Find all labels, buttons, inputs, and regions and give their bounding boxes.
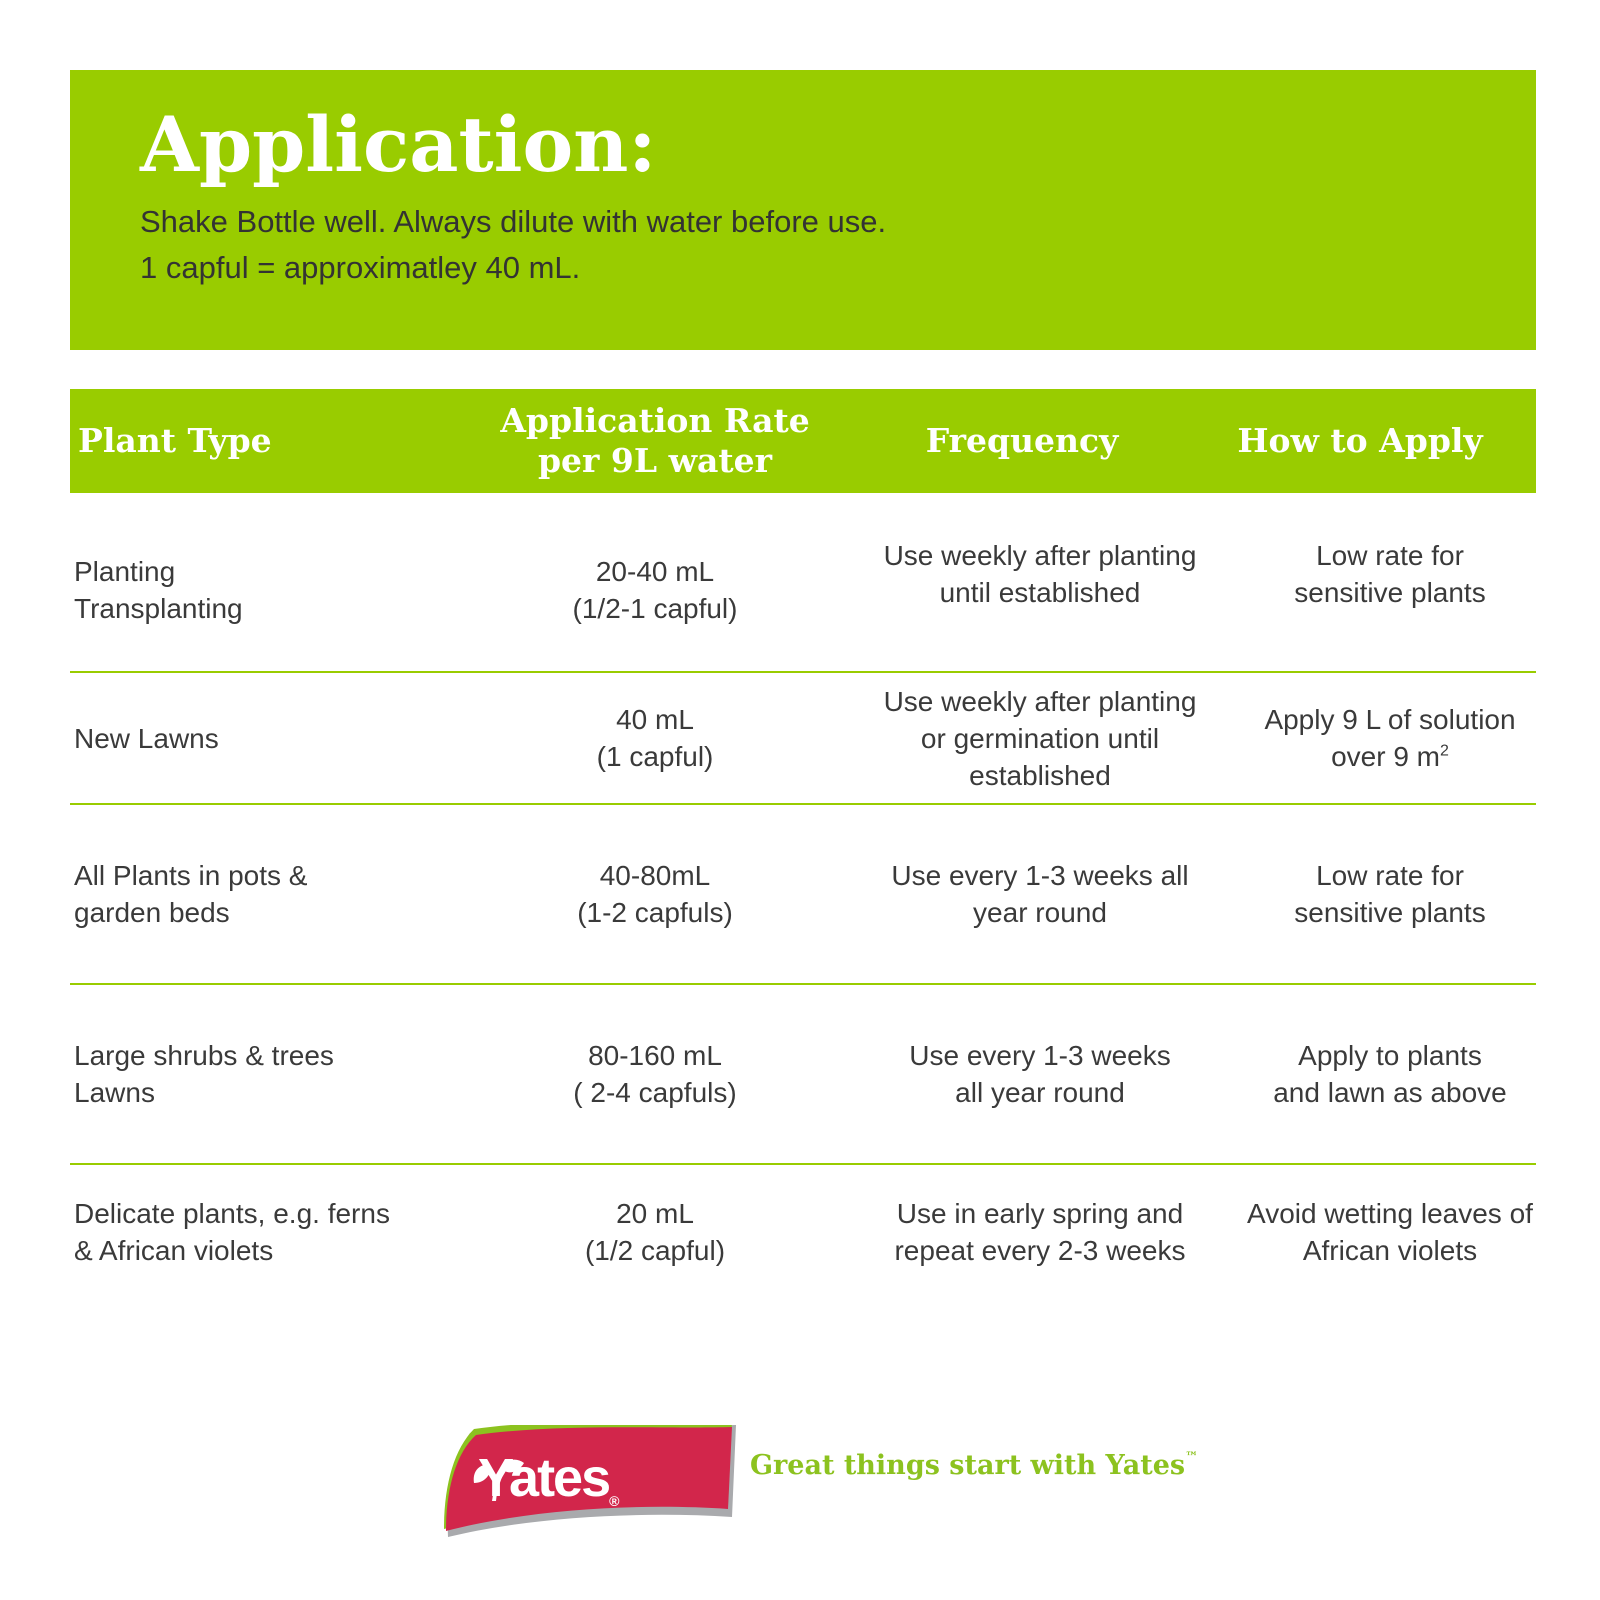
- cell-plant-type: Planting Transplanting: [74, 556, 243, 624]
- application-banner: [70, 70, 1536, 350]
- cell-application-rate: 20 mL (1/2 capful): [584, 1198, 726, 1266]
- cell-application-rate: 40-80mL (1-2 capfuls): [577, 860, 733, 928]
- cell-how-to-apply: Apply to plants and lawn as above: [1273, 1040, 1507, 1108]
- cell-plant-type: Large shrubs & trees Lawns: [74, 1040, 334, 1108]
- header-frequency: Frequency: [925, 421, 1119, 460]
- cell-plant-type: All Plants in pots & garden beds: [74, 860, 308, 928]
- cell-plant-type: Delicate plants, e.g. ferns & African violets: [74, 1198, 390, 1266]
- application-title: Application:: [140, 100, 657, 189]
- cell-application-rate: 80-160 mL ( 2-4 capfuls): [573, 1040, 737, 1108]
- cell-application-rate: 20-40 mL (1/2-1 capful): [572, 556, 738, 624]
- table-row: [70, 493, 1536, 673]
- brand-tagline: Great things start with Yates™: [750, 1450, 1199, 1481]
- cell-frequency: Use every 1-3 weeks all year round: [891, 860, 1189, 928]
- capful-note: 1 capful = approximatley 40 mL.: [140, 250, 581, 285]
- trademark-mark: ™: [1185, 1450, 1199, 1465]
- cell-how-to-apply: Avoid wetting leaves of African violets: [1247, 1198, 1533, 1266]
- cell-frequency: Use in early spring and repeat every 2-3 weeks: [894, 1198, 1186, 1266]
- cell-how-to-apply: Apply 9 L of solution over 9 $m^2$: [1264, 704, 1516, 772]
- shake-instruction: Shake Bottle well. Always dilute with water before use.: [140, 204, 887, 239]
- cell-plant-type: New Lawns: [74, 722, 219, 754]
- table-row: [70, 985, 1536, 1165]
- cell-frequency: Use weekly after planting or germination until established: [883, 685, 1197, 791]
- header-how-to-apply: How to Apply: [1237, 421, 1483, 460]
- header-application-rate: Application Rate per 9L water: [500, 401, 810, 480]
- table-row: [70, 1165, 1536, 1345]
- cell-how-to-apply: Low rate for sensitive plants: [1294, 540, 1486, 608]
- cell-frequency: Use every 1-3 weeks all year round: [909, 1040, 1171, 1108]
- cell-application-rate: 40 mL (1 capful): [596, 704, 714, 772]
- yates-wordmark: Yates®: [478, 1448, 620, 1509]
- table-row: [70, 805, 1536, 985]
- squared-superscript: 2: [1440, 742, 1449, 760]
- table-row: [70, 673, 1536, 805]
- header-plant-type: Plant Type: [78, 421, 272, 460]
- cell-frequency: Use weekly after planting until established: [883, 540, 1197, 608]
- registered-mark: ®: [609, 1493, 620, 1509]
- table-header: [70, 389, 1536, 493]
- cell-how-to-apply: Low rate for sensitive plants: [1294, 860, 1486, 928]
